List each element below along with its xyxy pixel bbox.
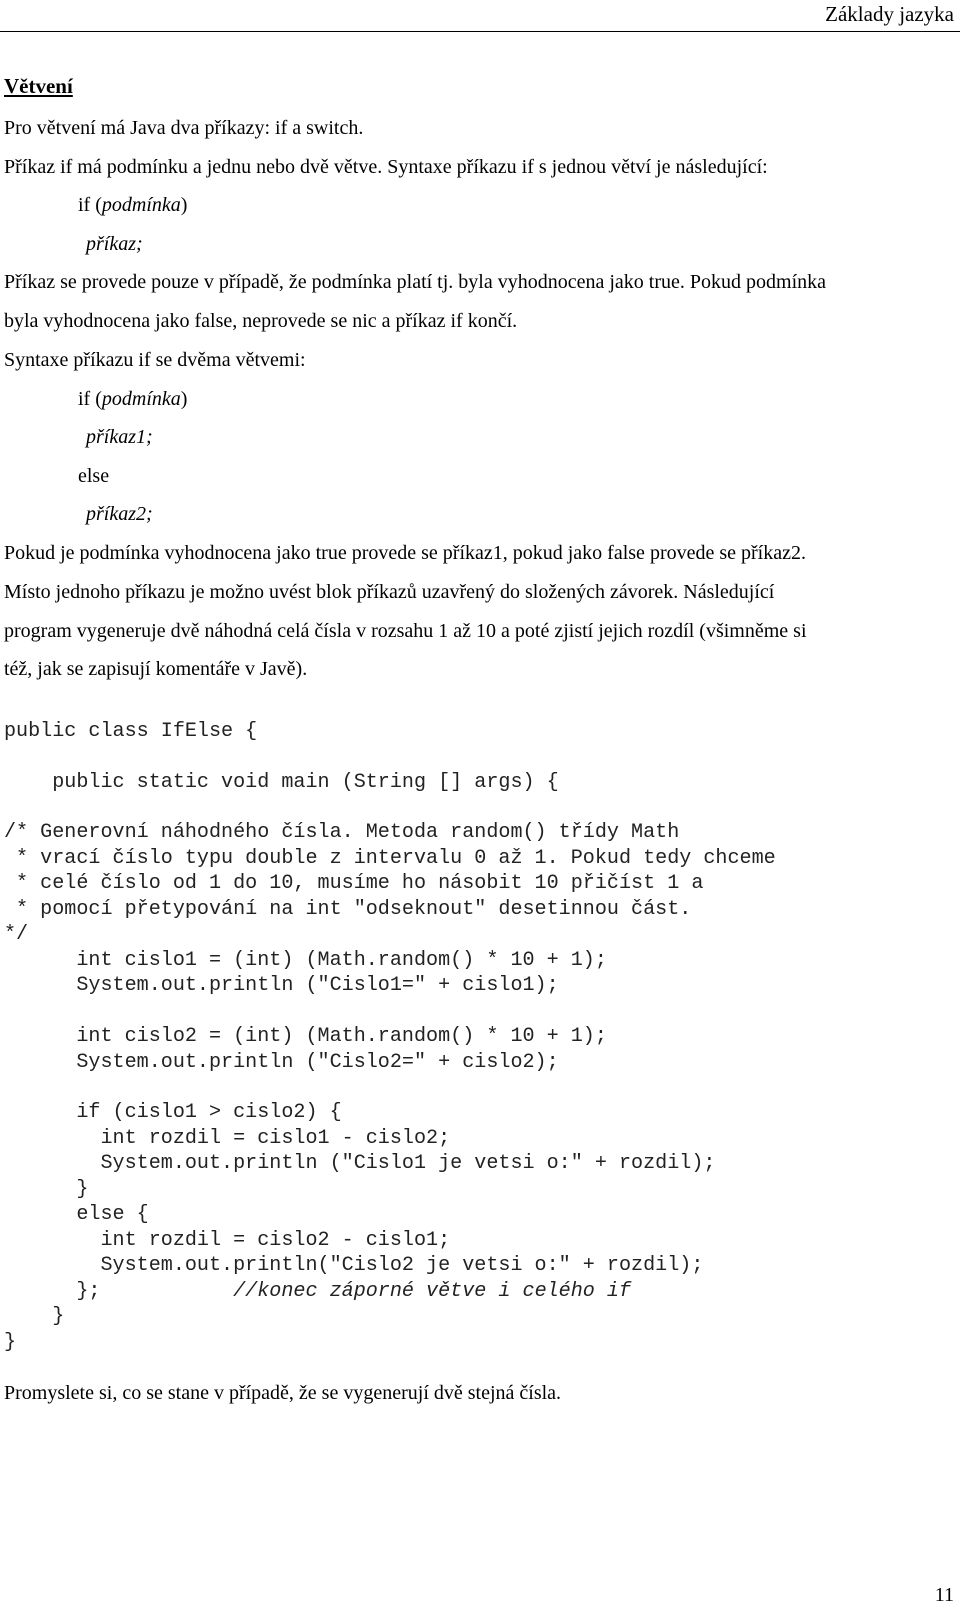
code-line-12: if (cislo1 > cislo2) { <box>4 1101 342 1124</box>
page-number: 11 <box>934 1584 954 1606</box>
code-line-05: * celé číslo od 1 do 10, musíme ho násobit 10 přičíst 1 a <box>4 872 704 895</box>
header-title: Základy jazyka <box>825 2 954 26</box>
code-line-03: /* Generovní náhodného čísla. Metoda random() třídy Math <box>4 821 680 844</box>
syntax1-line2: příkaz; <box>86 233 143 255</box>
paragraph-6a: Místo jednoho příkazu je možno uvést blok příkazů uzavřený do složených závorek. Následující <box>4 581 775 603</box>
code-line-01: public class IfElse { <box>4 720 258 743</box>
code-line-16: else { <box>4 1203 149 1226</box>
syntax2-line2: příkaz1; <box>86 426 153 448</box>
code-line-17: int rozdil = cislo2 - cislo1; <box>4 1229 451 1252</box>
code-line-20: } <box>4 1305 65 1328</box>
code-line-21: } <box>4 1331 17 1354</box>
code-line-08: int cislo1 = (int) (Math.random() * 10 + 1); <box>4 949 607 972</box>
paragraph-5: Pokud je podmínka vyhodnocena jako true provede se příkaz1, pokud jako false provede se příkaz2. <box>4 542 806 564</box>
paragraph-1: Pro větvení má Java dva příkazy: if a switch. <box>4 117 364 139</box>
syntax2-line1 <box>78 387 187 411</box>
syntax2-line3: else <box>78 465 110 487</box>
paragraph-3b: byla vyhodnocena jako false, neprovede se nic a příkaz if končí. <box>4 310 518 332</box>
code-line-19 <box>4 1279 631 1305</box>
paragraph-6c: též, jak se zapisují komentáře v Javě). <box>4 658 308 680</box>
code-line-19-code: }; <box>4 1280 101 1303</box>
section-heading: Větvení <box>4 74 73 98</box>
syntax1-keyword: if ( <box>78 194 102 216</box>
code-line-15: } <box>4 1178 89 1201</box>
page-header <box>0 0 960 32</box>
code-line-18: System.out.println("Cislo2 je vetsi o:" + rozdil); <box>4 1254 704 1277</box>
syntax2-line4: příkaz2; <box>86 503 153 525</box>
code-line-09: System.out.println ("Cislo1=" + cislo1); <box>4 974 559 997</box>
paragraph-6b: program vygeneruje dvě náhodná celá čísla v rozsahu 1 až 10 a poté zjistí jejich rozdíl (všimněme si <box>4 620 807 642</box>
code-line-10: int cislo2 = (int) (Math.random() * 10 + 1); <box>4 1025 607 1048</box>
syntax2-keyword: if ( <box>78 388 102 410</box>
syntax2-close: ) <box>180 388 188 410</box>
code-line-13: int rozdil = cislo1 - cislo2; <box>4 1127 451 1150</box>
paragraph-4: Syntaxe příkazu if se dvěma větvemi: <box>4 349 306 371</box>
syntax1-close: ) <box>180 194 188 216</box>
syntax1-condition: podmínka <box>101 194 181 216</box>
paragraph-7: Promyslete si, co se stane v případě, že se vygenerují dvě stejná čísla. <box>4 1382 562 1404</box>
code-line-02: public static void main (String [] args) { <box>4 771 559 794</box>
code-line-06: * pomocí přetypování na int "odseknout" desetinnou část. <box>4 898 692 921</box>
code-line-07: */ <box>4 923 29 946</box>
syntax1-line1 <box>78 193 187 217</box>
code-line-14: System.out.println ("Cislo1 je vetsi o:" + rozdil); <box>4 1152 716 1175</box>
paragraph-2: Příkaz if má podmínku a jednu nebo dvě větve. Syntaxe příkazu if s jednou větví je následující: <box>4 156 768 178</box>
code-line-04: * vrací číslo typu double z intervalu 0 až 1. Pokud tedy chceme <box>4 847 776 870</box>
code-line-11: System.out.println ("Cislo2=" + cislo2); <box>4 1051 559 1074</box>
paragraph-3a: Příkaz se provede pouze v případě, že podmínka platí tj. byla vyhodnocena jako true. Pokud podmínka <box>4 271 827 293</box>
header-rule <box>0 31 960 32</box>
syntax2-condition: podmínka <box>101 388 181 410</box>
code-line-19-comment: //konec záporné větve i celého if <box>100 1280 632 1303</box>
